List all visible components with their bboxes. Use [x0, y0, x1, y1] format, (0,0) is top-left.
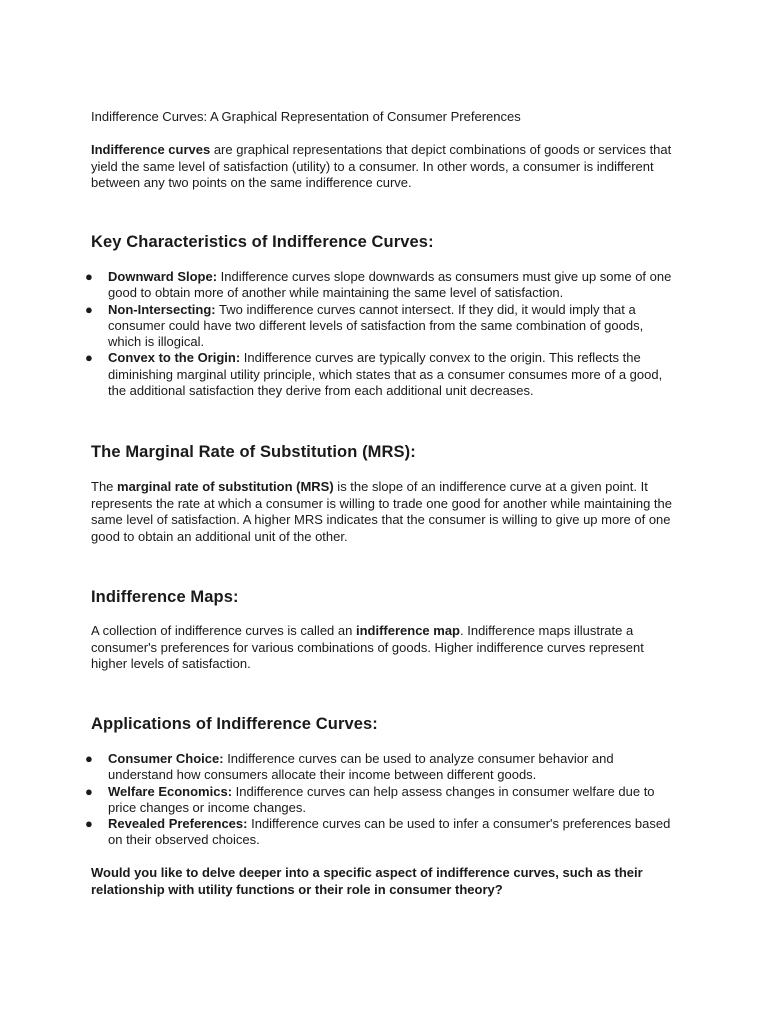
bullet-icon: ● — [85, 816, 93, 832]
list-item: ● Convex to the Origin: Indifference curves are typically convex to the origin. This reflects the diminishing marginal utility principle, which states that as a consumer consumes more of a good, the additional satisfaction they derive from each additional unit decreases. — [85, 350, 663, 399]
list-item: ● Welfare Economics: Indifference curves can help assess changes in consumer welfare due to price changes or income changes. — [85, 783, 655, 815]
list-item: ● Downward Slope: Indifference curves slope downwards as consumers must give up some of one good to obtain more of another while maintaining the same level of satisfaction. — [85, 269, 672, 301]
heading-indifference-maps: Indifference Maps: — [91, 588, 239, 606]
maps-paragraph: A collection of indifference curves is called an indifference map. Indifference maps illustrate a consumer's preferences for various combinations of goods. Higher indifference curves represent higher levels of satisfaction. — [91, 623, 644, 671]
bullet-icon: ● — [85, 269, 93, 284]
document-title: Indifference Curves: A Graphical Representation of Consumer Preferences — [91, 109, 521, 124]
list-item: ● Non-Intersecting: Two indifference curves cannot intersect. If they did, it would imply that a consumer could have two different levels of satisfaction from the same combination of goods, which is illogical. — [85, 301, 644, 350]
heading-mrs: The Marginal Rate of Substitution (MRS): — [91, 443, 416, 461]
heading-applications: Applications of Indifference Curves: — [91, 715, 378, 733]
closing-question: Would you like to delve deeper into a specific aspect of indifference curves, such as their relationship with utility functions or their role in consumer theory? — [91, 865, 643, 897]
list-item: ● Revealed Preferences: Indifference curves can be used to infer a consumer's preferences based on their observed choices. — [85, 816, 671, 848]
heading-key-characteristics: Key Characteristics of Indifference Curves: — [91, 233, 434, 251]
list-item: ● Consumer Choice: Indifference curves can be used to analyze consumer behavior and understand how consumers allocate their income between different goods. — [85, 751, 614, 783]
mrs-paragraph: The marginal rate of substitution (MRS) is the slope of an indifference curve at a given point. It represents the rate at which a consumer is willing to trade one good for another while maintaining the same level of satisfaction. A higher MRS indicates that the consumer is willing to give up more of one good to obtain an additional unit of the other. — [91, 479, 672, 544]
bullet-icon: ● — [85, 350, 93, 366]
applications-list — [0, 751, 700, 849]
key-characteristics-list — [0, 269, 700, 399]
bullet-icon: ● — [85, 783, 93, 799]
intro-text: are graphical representations that depict combinations of goods or services that yield the same level of satisfaction (utility) to a consumer. In other words, a consumer is indifferent between any two points on the same indifference curve. — [91, 142, 672, 190]
bullet-icon: ● — [85, 301, 93, 317]
bullet-icon: ● — [85, 751, 93, 766]
intro-term: Indifference curves — [91, 142, 211, 157]
intro-paragraph — [91, 142, 681, 192]
